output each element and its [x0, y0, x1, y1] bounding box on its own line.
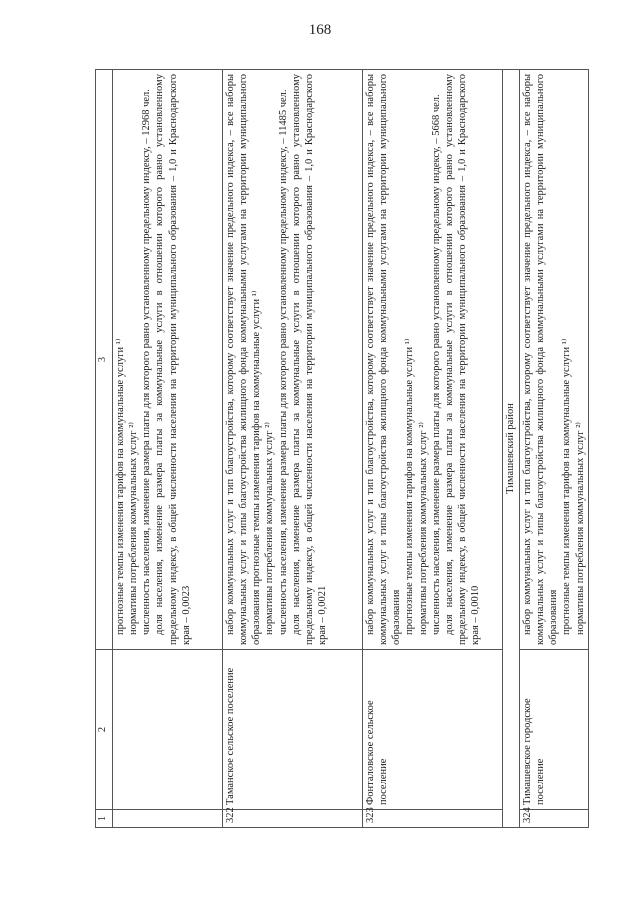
row-description	[520, 70, 589, 650]
row-text-line: численность населения, изменение размера платы для которого равно установленному предельному индексу, – 11485 чел.	[277, 89, 289, 635]
row-description	[113, 70, 223, 650]
row-text-line: доля населения, изменение размера платы за коммунальные услуги в отношении которого равно установленному предельному индексу, в общей численности населения на территории муниципального образования – 1,0 и Краснодарского края – 0,0010	[443, 74, 481, 645]
row-text-line: нормативы потребления коммунальных услуг ²⁾	[417, 422, 429, 635]
row-name: Тимашевское городское поселение	[520, 650, 589, 810]
row-text-line: прогнозные темпы изменения тарифов на коммунальные услуги ¹⁾	[404, 338, 416, 635]
row-number: 323	[363, 810, 503, 828]
row-number: 324	[520, 810, 589, 828]
rotated-table-container	[95, 70, 586, 828]
page-number: 168	[308, 22, 332, 38]
district-heading: Тимашевский район	[503, 70, 520, 828]
row-text-line: численность населения, изменение размера платы для которого равно установленному предельному индексу, – 12968 чел.	[141, 89, 153, 635]
row-text-line: нормативы потребления коммунальных услуг ²⁾	[574, 422, 586, 635]
row-description	[363, 70, 503, 650]
row-text-line: доля населения, изменение размера платы за коммунальные услуги в отношении которого равно установленному предельному индексу, в общей численности населения на территории муниципального образования – 1,0 и Краснодарского края – 0,0021	[290, 74, 328, 645]
row-text-line: доля населения, изменение размера платы за коммунальные услуги в отношении которого равно установленному предельному индексу, в общей численности населения на территории муниципального образования – 1,0 и Краснодарского края – 0,0023	[154, 74, 192, 645]
district-row	[503, 70, 520, 828]
header-col-2: 2	[96, 650, 113, 810]
row-text-line: прогнозные темпы изменения тарифов на коммунальные услуги ¹⁾	[115, 338, 126, 635]
row-text-line: прогнозные темпы изменения тарифов на коммунальные услуги ¹⁾	[561, 338, 573, 635]
table-row	[363, 70, 503, 828]
table-row-continuation	[113, 70, 223, 828]
row-text-line: набор коммунальных услуг и тип благоустройства, которому соответствует значение предельного индекса, – все наборы коммунальных услуг и типы благоустройства жилищного фонда коммунальными услугами на территории муниципального образования	[522, 74, 560, 645]
row-text-line: численность населения, изменение размера платы для которого равно установленному предельному индексу, – 5668 чел.	[430, 94, 442, 635]
row-text-line: набор коммунальных услуг и тип благоустройства, которому соответствует значение предельного индекса, – все наборы коммунальных услуг и типы благоустройства жилищного фонда коммунальными услугами на территории муниципального образования прогнозные темпы изменения тарифов на коммунальные услуги ¹⁾	[225, 74, 263, 645]
header-col-3: 3	[96, 70, 113, 650]
header-col-1: 1	[96, 810, 113, 828]
row-text-line: набор коммунальных услуг и тип благоустройства, которому соответствует значение предельного индекса, – все наборы коммунальных услуг и типы благоустройства жилищного фонда коммунальными услугами на территории муниципального образования	[365, 74, 403, 645]
row-text-line: нормативы потребления коммунальных услуг ²⁾	[128, 422, 140, 635]
row-number	[113, 810, 223, 828]
row-text-line: нормативы потребления коммунальных услуг ²⁾	[264, 422, 276, 635]
table-row	[223, 70, 363, 828]
row-number: 322	[223, 810, 363, 828]
municipality-table	[95, 69, 589, 828]
row-description	[223, 70, 363, 650]
table-row	[520, 70, 589, 828]
row-name	[113, 650, 223, 810]
row-name: Фонталовское сельское поселение	[363, 650, 503, 810]
table-header-row	[96, 70, 113, 828]
row-name: Таманское сельское поселение	[223, 650, 363, 810]
